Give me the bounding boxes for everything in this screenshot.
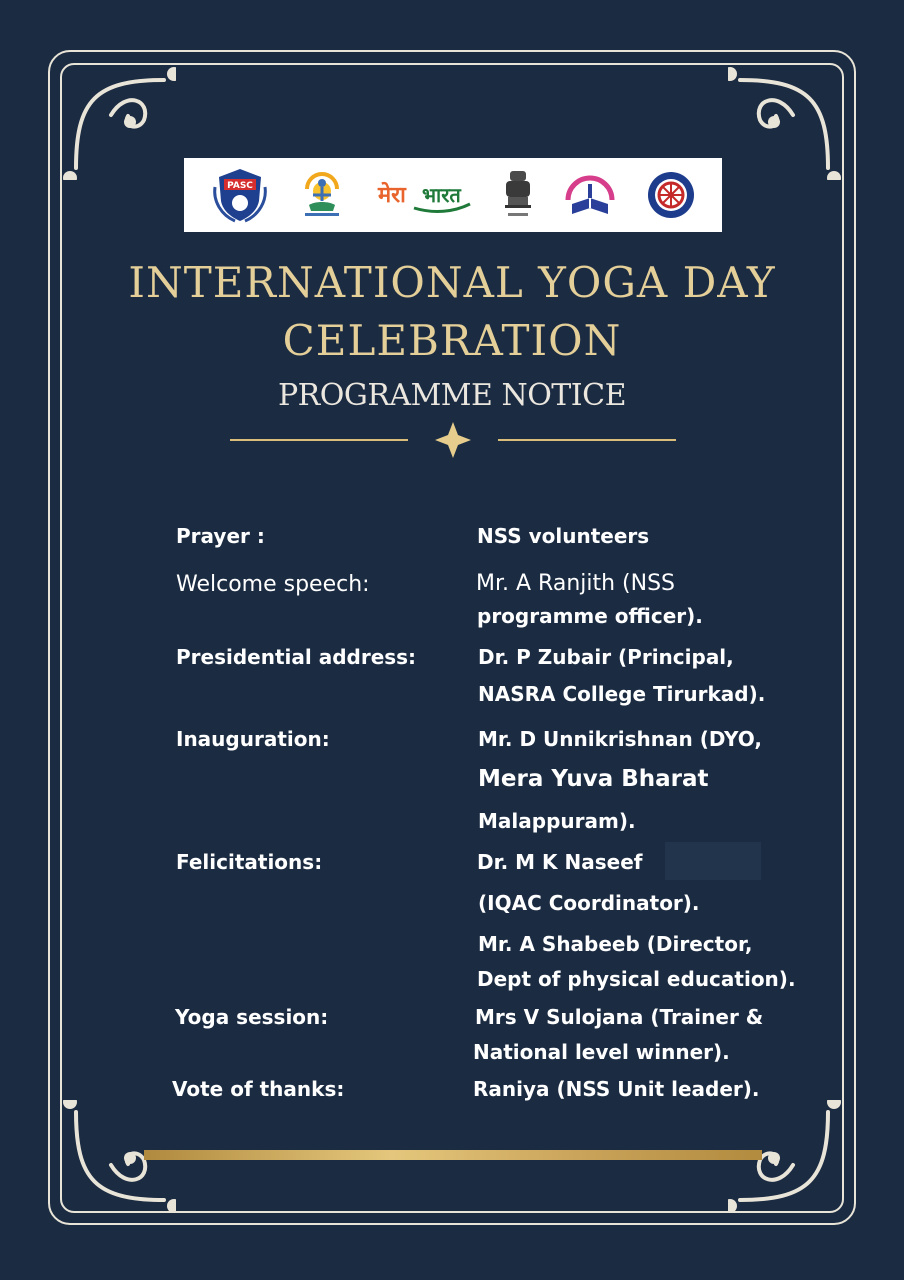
yoga-session-value-line1: Mrs V Sulojana (Trainer & xyxy=(475,1005,764,1029)
presidential-address-value-line1: Dr. P Zubair (Principal, xyxy=(478,645,734,669)
corner-ornament-top-left xyxy=(56,60,176,180)
felicitations-label: Felicitations: xyxy=(176,850,323,874)
pasc-logo xyxy=(209,165,271,225)
book-logo xyxy=(562,170,618,220)
vote-of-thanks-label: Vote of thanks: xyxy=(172,1077,345,1101)
gold-divider xyxy=(230,420,676,460)
svg-text:भारत: भारत xyxy=(421,183,461,207)
page-subtitle: PROGRAMME NOTICE xyxy=(277,378,626,413)
bottom-gold-bar xyxy=(144,1150,762,1160)
yoga-session-label: Yoga session: xyxy=(175,1005,329,1029)
inauguration-value-line1: Mr. D Unnikrishnan (DYO, xyxy=(478,727,762,751)
corner-ornament-bottom-left xyxy=(56,1100,176,1220)
svg-text:मेरा: मेरा xyxy=(377,183,406,208)
inauguration-value-line3: Malappuram). xyxy=(478,809,636,833)
corner-ornament-top-right xyxy=(728,60,848,180)
felicitations-value-line1: Dr. M K Naseef xyxy=(477,850,643,874)
redacted-block xyxy=(665,842,761,880)
page-title-line1: INTERNATIONAL YOGA DAY xyxy=(128,258,776,307)
felicitations-value-line3: Mr. A Shabeeb (Director, xyxy=(478,932,753,956)
yoga-session-value-line2: National level winner). xyxy=(473,1040,730,1064)
national-emblem-logo xyxy=(500,165,536,225)
prayer-value: NSS volunteers xyxy=(477,524,650,548)
presidential-address-label: Presidential address: xyxy=(176,645,417,669)
prayer-label: Prayer : xyxy=(176,524,265,548)
inauguration-label: Inauguration: xyxy=(176,727,330,751)
inauguration-value-line2: Mera Yuva Bharat xyxy=(478,766,709,792)
page-title-line2: CELEBRATION xyxy=(282,316,622,365)
presidential-address-value-line2: NASRA College Tirurkad). xyxy=(478,682,766,706)
international-yoga-day-logo xyxy=(297,165,347,225)
star-icon xyxy=(435,422,471,458)
logo-strip xyxy=(184,158,722,232)
felicitations-value-line2: (IQAC Coordinator). xyxy=(478,891,700,915)
welcome-speech-value-line2: programme officer). xyxy=(477,604,703,628)
corner-ornament-bottom-right xyxy=(728,1100,848,1220)
welcome-speech-value-line1: Mr. A Ranjith (NSS xyxy=(476,571,676,596)
vote-of-thanks-value: Raniya (NSS Unit leader). xyxy=(473,1077,760,1101)
my-bharat-logo xyxy=(374,170,474,220)
nss-logo xyxy=(645,169,697,221)
felicitations-value-line4: Dept of physical education). xyxy=(477,967,796,991)
svg-text:PASC: PASC xyxy=(227,181,254,191)
welcome-speech-label: Welcome speech: xyxy=(176,572,370,597)
